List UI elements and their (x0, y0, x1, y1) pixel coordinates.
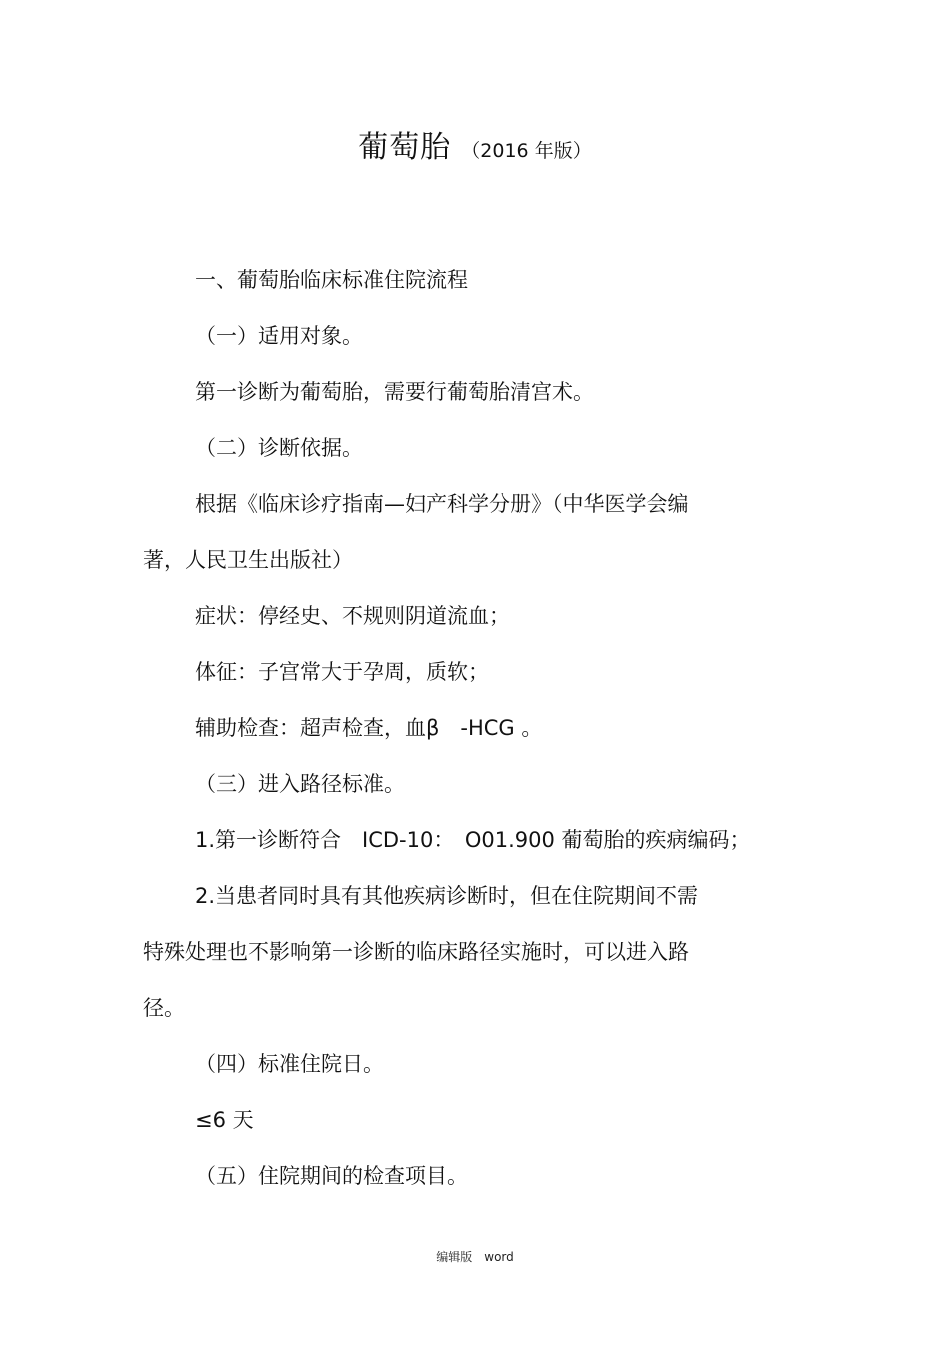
paragraph-line: 症状：停经史、不规则阴道流血； (195, 604, 510, 628)
subsection-heading: （三）进入路径标准。 (195, 772, 405, 796)
paragraph-line: 体征：子宫常大于孕周，质软； (195, 660, 489, 684)
paragraph-line: ≤6 天 (195, 1108, 254, 1132)
paragraph-line: 1.第一诊断符合 ICD-10： O01.900 葡萄胎的疾病编码； (195, 828, 751, 852)
paragraph-line: 径。 (143, 996, 185, 1020)
subsection-heading: （四）标准住院日。 (195, 1052, 384, 1076)
document-title (0, 122, 950, 166)
subsection-heading: （二）诊断依据。 (195, 436, 363, 460)
page-footer: 编辑版 word (436, 1250, 514, 1264)
paragraph-line: 特殊处理也不影响第一诊断的临床路径实施时，可以进入路 (143, 940, 689, 964)
subsection-heading: （五）住院期间的检查项目。 (195, 1164, 468, 1188)
paragraph-line: 根据《临床诊疗指南—妇产科学分册》（中华医学会编 (195, 492, 689, 516)
paragraph-line: 辅助检查：超声检查，血β -HCG 。 (195, 716, 543, 740)
subsection-heading: （一）适用对象。 (195, 324, 363, 348)
paragraph-line: 著，人民卫生出版社） (143, 548, 353, 572)
section-heading: 一、葡萄胎临床标准住院流程 (195, 268, 468, 292)
paragraph-line: 第一诊断为葡萄胎，需要行葡萄胎清宫术。 (195, 380, 594, 404)
title-main: 葡萄胎 (358, 130, 452, 165)
title-edition: （2016 年版） (461, 140, 592, 162)
paragraph-line: 2.当患者同时具有其他疾病诊断时，但在住院期间不需 (195, 884, 699, 908)
